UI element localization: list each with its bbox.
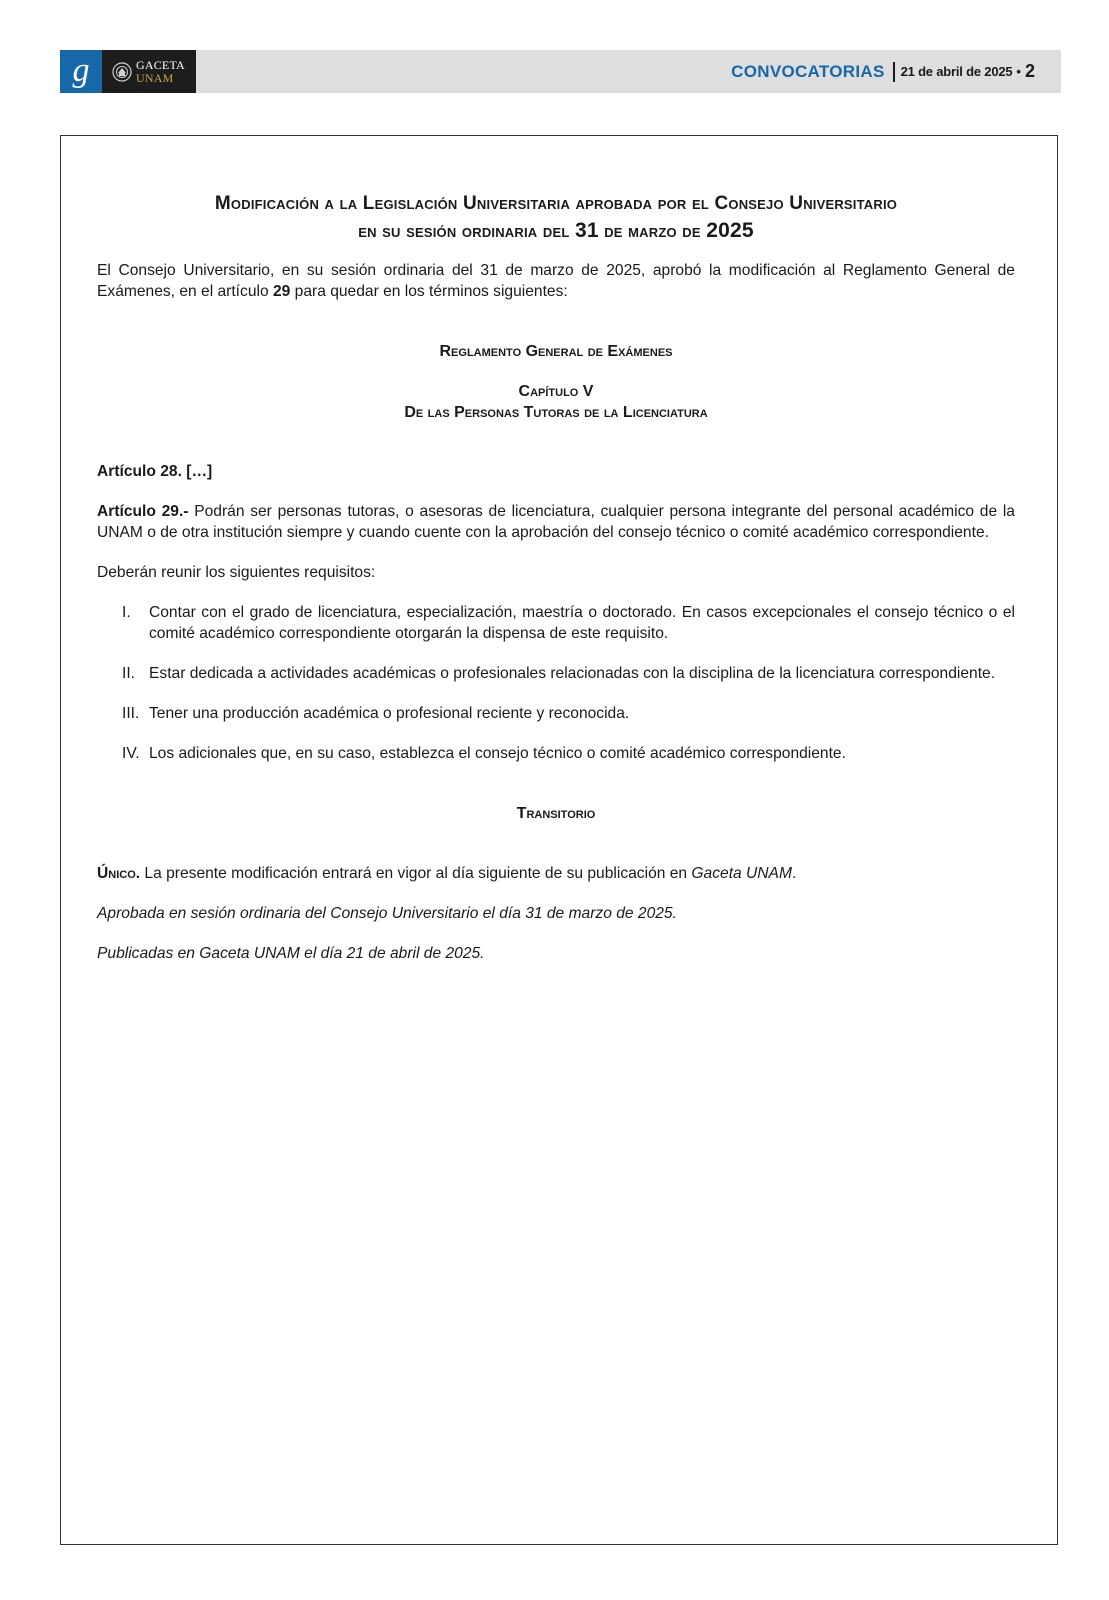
- title-line-2: en su sesión ordinaria del 31 de marzo de 2025: [358, 219, 754, 242]
- logo-mark: g: [72, 51, 90, 89]
- page-number: 2: [1024, 61, 1035, 81]
- approval-note: Aprobada en sesión ordinaria del Consejo Universitario el día 31 de marzo de 2025.: [97, 905, 677, 922]
- gaceta-g-logo: [60, 50, 102, 93]
- title-line-1: Modificación a la Legislación Universitaria aprobada por el Consejo Universitario: [214, 193, 898, 214]
- transitory-title: Transitorio: [516, 805, 596, 822]
- logo-line-gaceta: GACETA: [136, 57, 185, 72]
- unique-article: Único. La presente modificación entrará en vigor al día siguiente de su publicación en Gaceta UNAM.: [97, 865, 797, 882]
- issue-date: 21 de abril de 2025: [900, 64, 1013, 79]
- gaceta-unam-logo: [102, 50, 196, 93]
- list-item: II. Estar dedicada a actividades académicas o profesionales relacionadas con la disciplina de la licenciatura correspondiente.: [122, 665, 996, 682]
- article-28: Artículo 28. […]: [97, 463, 213, 480]
- regulation-title: Reglamento General de Exámenes: [439, 343, 673, 360]
- header-divider: [893, 62, 895, 82]
- header-meta: [731, 50, 1035, 93]
- page-header: [60, 50, 1061, 93]
- logo-line-unam: UNAM: [136, 70, 174, 85]
- chapter-subtitle: De las Personas Tutoras de la Licenciatura: [404, 404, 708, 421]
- publication-note: Publicadas en Gaceta UNAM el día 21 de abril de 2025.: [97, 945, 485, 962]
- document-body: [97, 190, 1015, 964]
- document-title: [97, 190, 1015, 245]
- header-bullet: •: [1016, 64, 1021, 79]
- chapter-title: Capítulo V: [518, 383, 594, 400]
- intro-paragraph: El Consejo Universitario, en su sesión ordinaria del 31 de marzo de 2025, aprobó la modificación al Reglamento General de Exámenes, en el artículo 29 para quedar en los términos siguientes:: [97, 262, 1015, 300]
- section-name: CONVOCATORIAS: [731, 61, 885, 81]
- list-item: I. Contar con el grado de licenciatura, especialización, maestría o doctorado. En casos excepcionales el consejo técnico o el comité académico correspondiente otorgarán la dispensa de este requisito.: [122, 604, 1015, 642]
- unam-seal-icon: [112, 62, 132, 82]
- article-29: Artículo 29.- Podrán ser personas tutoras, o asesoras de licenciatura, cualquier persona integrante del personal académico de la UNAM o de otra institución siempre y cuando cuente con la aprobación del consejo técnico o comité académico correspondiente.: [97, 503, 1015, 541]
- requirements-intro: Deberán reunir los siguientes requisitos:: [97, 564, 376, 581]
- list-item: III. Tener una producción académica o profesional reciente y reconocida.: [122, 705, 630, 722]
- list-item: IV. Los adicionales que, en su caso, establezca el consejo técnico o comité académico correspondiente.: [122, 745, 846, 762]
